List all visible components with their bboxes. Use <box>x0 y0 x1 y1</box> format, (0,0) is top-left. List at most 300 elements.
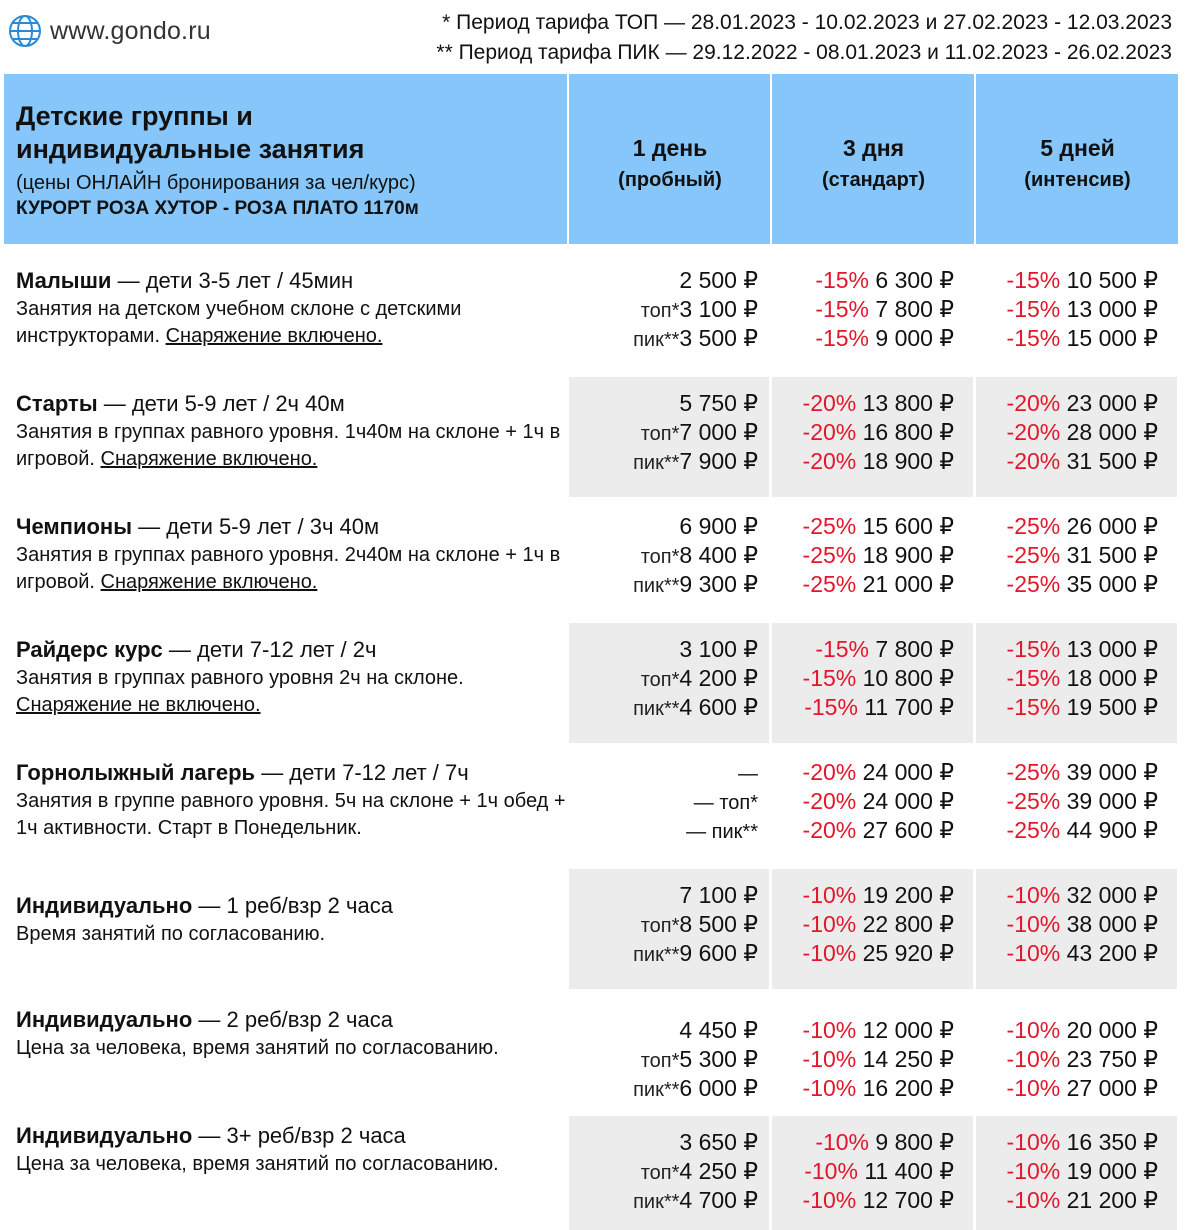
site-link[interactable] <box>8 14 211 48</box>
discount-value: -15% <box>815 267 870 293</box>
discount-value: -10% <box>802 1017 857 1043</box>
price-line <box>976 447 1158 476</box>
price-value: 18 900 ₽ <box>862 448 954 474</box>
price-col-3-days <box>772 758 954 845</box>
price-value: — топ* <box>693 792 758 814</box>
price-line <box>772 1016 954 1045</box>
price-line <box>568 1157 758 1186</box>
price-line <box>772 1045 954 1074</box>
discount-value: -10% <box>802 1075 857 1101</box>
price-value: 39 000 ₽ <box>1066 759 1158 785</box>
price-line <box>976 881 1158 910</box>
discount-value: -10% <box>1006 1187 1061 1213</box>
price-line <box>976 910 1158 939</box>
discount-value: -25% <box>1006 817 1061 843</box>
price-value: 14 250 ₽ <box>862 1046 954 1072</box>
price-line <box>772 541 954 570</box>
table-header <box>4 74 1178 244</box>
price-line <box>976 295 1158 324</box>
price-value: — <box>738 763 758 785</box>
course-description <box>16 390 576 473</box>
tariff-label: пик** <box>633 575 680 597</box>
price-value: 32 000 ₽ <box>1066 882 1158 908</box>
col-header-3-days <box>773 132 974 196</box>
price-value: 15 000 ₽ <box>1066 325 1158 351</box>
price-line <box>568 1074 758 1103</box>
course-name: Чемпионы <box>16 514 133 539</box>
tariff-label: топ* <box>640 1050 680 1072</box>
price-value: 16 350 ₽ <box>1066 1129 1158 1155</box>
price-line <box>976 570 1158 599</box>
price-value: 6 000 ₽ <box>679 1075 758 1101</box>
price-line <box>976 418 1158 447</box>
course-details <box>16 665 576 719</box>
course-name: Малыши <box>16 268 112 293</box>
course-name: Горнолыжный лагерь <box>16 760 256 785</box>
price-line <box>772 787 954 816</box>
discount-value: -25% <box>1006 513 1061 539</box>
price-value: 8 500 ₽ <box>679 911 758 937</box>
discount-value: -15% <box>1006 636 1061 662</box>
table-row <box>0 500 1186 623</box>
price-col-5-days <box>976 1016 1158 1103</box>
page-title <box>16 100 364 166</box>
price-value: 3 500 ₽ <box>679 325 758 351</box>
price-line <box>976 1186 1158 1215</box>
tariff-label: пик** <box>633 698 680 720</box>
price-line <box>772 816 954 845</box>
price-value: 13 000 ₽ <box>1066 296 1158 322</box>
course-meta: — дети 7-12 лет / 2ч <box>162 637 377 662</box>
course-description <box>16 1122 576 1178</box>
course-details-text: Цена за человека, время занятий по согласованию. <box>16 1153 499 1175</box>
table-row <box>0 869 1186 992</box>
price-line <box>772 266 954 295</box>
table-row <box>0 377 1186 500</box>
tariff-label: пик** <box>633 1079 680 1101</box>
course-title <box>16 390 576 418</box>
price-line <box>772 512 954 541</box>
table-row <box>0 746 1186 869</box>
course-title <box>16 513 576 541</box>
price-line <box>772 693 954 722</box>
course-title <box>16 1122 576 1150</box>
price-value: 19 200 ₽ <box>862 882 954 908</box>
price-line <box>568 389 758 418</box>
equipment-note: Снаряжение включено. <box>100 448 318 470</box>
price-value: 22 800 ₽ <box>862 911 954 937</box>
price-line <box>568 1186 758 1215</box>
price-value: — пик** <box>686 821 758 843</box>
price-value: 9 000 ₽ <box>875 325 954 351</box>
price-line <box>976 816 1158 845</box>
title-line-1: Детские группы и <box>16 101 253 131</box>
price-value: 27 000 ₽ <box>1066 1075 1158 1101</box>
price-line <box>976 758 1158 787</box>
course-meta: — 1 реб/взр 2 часа <box>192 893 393 918</box>
price-col-5-days <box>976 1128 1158 1215</box>
price-value: 3 100 ₽ <box>679 636 758 662</box>
price-value: 13 800 ₽ <box>862 390 954 416</box>
course-details-text: Занятия в группах равного уровня. 1ч40м на склоне + 1ч в игровой. <box>16 421 561 470</box>
course-title <box>16 759 576 787</box>
course-name: Райдерс курс <box>16 637 163 662</box>
price-value: 2 500 ₽ <box>679 267 758 293</box>
discount-value: -25% <box>802 542 857 568</box>
course-meta: — 3+ реб/взр 2 часа <box>192 1123 406 1148</box>
price-value: 39 000 ₽ <box>1066 788 1158 814</box>
price-line <box>568 295 758 324</box>
note-peak-period: ** Период тарифа ПИК — 29.12.2022 - 08.01.2023 и 11.02.2023 - 26.02.2023 <box>436 41 1172 64</box>
price-value: 3 100 ₽ <box>679 296 758 322</box>
price-line <box>568 939 758 968</box>
discount-value: -25% <box>802 571 857 597</box>
price-line <box>568 512 758 541</box>
course-meta: — дети 7-12 лет / 7ч <box>255 760 469 785</box>
price-line <box>772 881 954 910</box>
price-line <box>772 1186 954 1215</box>
price-value: 9 600 ₽ <box>679 940 758 966</box>
note-top-period: * Период тарифа ТОП — 28.01.2023 - 10.02.2023 и 27.02.2023 - 12.03.2023 <box>442 11 1172 34</box>
price-line <box>976 512 1158 541</box>
course-meta: — 2 реб/взр 2 часа <box>192 1007 393 1032</box>
price-value: 11 700 ₽ <box>864 694 954 720</box>
price-col-1-day <box>568 1128 758 1215</box>
price-value: 7 800 ₽ <box>875 636 954 662</box>
price-line <box>772 635 954 664</box>
equipment-note: Снаряжение включено. <box>100 571 318 593</box>
tariff-label: пик** <box>633 329 680 351</box>
price-col-3-days <box>772 512 954 599</box>
price-line <box>568 816 758 845</box>
price-value: 35 000 ₽ <box>1066 571 1158 597</box>
price-col-5-days <box>976 758 1158 845</box>
course-name: Индивидуально <box>16 1123 193 1148</box>
price-line <box>568 635 758 664</box>
course-name: Старты <box>16 391 98 416</box>
course-meta: — дети 3-5 лет / 45мин <box>111 268 354 293</box>
price-line <box>772 910 954 939</box>
price-line <box>772 1128 954 1157</box>
discount-value: -10% <box>804 1158 858 1184</box>
price-line <box>568 910 758 939</box>
course-details-text: Цена за человека, время занятий по согласованию. <box>16 1037 499 1059</box>
price-col-3-days <box>772 266 954 353</box>
tariff-label: пик** <box>633 944 680 966</box>
tariff-label: топ* <box>640 669 680 691</box>
table-row <box>0 623 1186 746</box>
site-url: www.gondo.ru <box>50 16 211 45</box>
discount-value: -10% <box>1006 1046 1061 1072</box>
price-value: 3 650 ₽ <box>679 1129 758 1155</box>
col-header-note: (интенсив) <box>1024 169 1131 191</box>
discount-value: -20% <box>802 390 857 416</box>
price-value: 18 900 ₽ <box>862 542 954 568</box>
course-details-text: Занятия в группах равного уровня 2ч на склоне. <box>16 667 464 689</box>
price-value: 20 000 ₽ <box>1066 1017 1158 1043</box>
price-col-5-days <box>976 512 1158 599</box>
discount-value: -25% <box>1006 542 1061 568</box>
price-value: 24 000 ₽ <box>862 759 954 785</box>
course-meta: — дети 5-9 лет / 2ч 40м <box>97 391 345 416</box>
price-value: 16 200 ₽ <box>862 1075 954 1101</box>
price-line <box>772 295 954 324</box>
course-details-text: Занятия в группе равного уровня. 5ч на склоне + 1ч обед + 1ч активности. Старт в Понедельник. <box>16 790 566 839</box>
price-line <box>772 389 954 418</box>
course-details-text: Время занятий по согласованию. <box>16 923 326 945</box>
discount-value: -20% <box>1006 390 1061 416</box>
price-col-3-days <box>772 635 954 722</box>
header-divider <box>770 74 772 244</box>
price-line <box>772 1157 954 1186</box>
col-header-label: 5 дней <box>1040 135 1115 161</box>
course-description <box>16 759 576 842</box>
course-details <box>16 921 576 948</box>
course-title <box>16 636 576 664</box>
discount-value: -15% <box>1006 665 1061 691</box>
course-description <box>16 1006 576 1062</box>
discount-value: -20% <box>802 817 857 843</box>
price-value: 4 450 ₽ <box>679 1017 758 1043</box>
discount-value: -10% <box>802 882 857 908</box>
price-line <box>568 541 758 570</box>
tariff-label: топ* <box>640 1162 680 1184</box>
header-subtitle: (цены ОНЛАЙН бронирования за чел/курс) <box>16 172 416 194</box>
col-header-note: (стандарт) <box>821 169 925 191</box>
price-value: 7 000 ₽ <box>679 419 758 445</box>
price-value: 27 600 ₽ <box>862 817 954 843</box>
price-col-5-days <box>976 389 1158 476</box>
price-value: 23 000 ₽ <box>1066 390 1158 416</box>
discount-value: -25% <box>802 513 857 539</box>
price-value: 25 920 ₽ <box>862 940 954 966</box>
discount-value: -15% <box>1006 267 1061 293</box>
price-value: 44 900 ₽ <box>1066 817 1158 843</box>
price-value: 4 250 ₽ <box>679 1158 758 1184</box>
course-description <box>16 892 576 948</box>
discount-value: -15% <box>1006 296 1061 322</box>
price-line <box>568 758 758 787</box>
price-value: 15 600 ₽ <box>862 513 954 539</box>
price-value: 31 500 ₽ <box>1066 448 1158 474</box>
course-title <box>16 267 576 295</box>
price-line <box>568 1128 758 1157</box>
price-line <box>976 541 1158 570</box>
price-value: 5 300 ₽ <box>679 1046 758 1072</box>
price-value: 16 800 ₽ <box>862 419 954 445</box>
price-line <box>568 664 758 693</box>
price-line <box>976 324 1158 353</box>
discount-value: -15% <box>815 325 870 351</box>
price-line <box>568 881 758 910</box>
discount-value: -10% <box>1006 911 1061 937</box>
price-value: 4 200 ₽ <box>679 665 758 691</box>
price-line <box>568 1016 758 1045</box>
course-title <box>16 1006 576 1034</box>
price-line <box>568 570 758 599</box>
price-line <box>772 664 954 693</box>
price-line <box>976 939 1158 968</box>
course-description <box>16 267 576 350</box>
price-line <box>568 324 758 353</box>
table-row <box>0 1004 1186 1127</box>
price-value: 7 800 ₽ <box>875 296 954 322</box>
price-value: 10 800 ₽ <box>862 665 954 691</box>
price-line <box>976 1128 1158 1157</box>
course-meta: — дети 5-9 лет / 3ч 40м <box>132 514 380 539</box>
price-value: 31 500 ₽ <box>1066 542 1158 568</box>
price-line <box>568 1045 758 1074</box>
price-line <box>772 1074 954 1103</box>
price-col-1-day <box>568 758 758 845</box>
tariff-label: топ* <box>640 546 680 568</box>
discount-value: -10% <box>802 911 857 937</box>
discount-value: -10% <box>1006 1158 1061 1184</box>
course-details-text: Занятия в группах равного уровня. 2ч40м на склоне + 1ч в игровой. <box>16 544 561 593</box>
resort-name: КУРОРТ РОЗА ХУТОР - РОЗА ПЛАТО 1170м <box>16 198 419 219</box>
discount-value: -10% <box>1006 1017 1061 1043</box>
price-line <box>568 418 758 447</box>
price-line <box>772 418 954 447</box>
price-value: 23 750 ₽ <box>1066 1046 1158 1072</box>
price-value: 7 900 ₽ <box>679 448 758 474</box>
discount-value: -20% <box>802 419 857 445</box>
price-col-3-days <box>772 1128 954 1215</box>
price-line <box>976 1157 1158 1186</box>
price-value: 19 000 ₽ <box>1066 1158 1158 1184</box>
tariff-label: пик** <box>633 452 680 474</box>
equipment-note: Снаряжение включено. <box>165 325 383 347</box>
price-value: 6 300 ₽ <box>875 267 954 293</box>
tariff-label: пик** <box>633 1191 680 1213</box>
title-line-2: индивидуальные занятия <box>16 134 365 164</box>
price-value: 12 700 ₽ <box>862 1187 954 1213</box>
table-row <box>0 1116 1186 1230</box>
discount-value: -25% <box>1006 571 1061 597</box>
discount-value: -15% <box>802 665 857 691</box>
tariff-label: топ* <box>640 300 680 322</box>
price-line <box>568 447 758 476</box>
course-details-text: Занятия на детском учебном склоне с детскими инструкторами. <box>16 298 462 347</box>
price-line <box>976 693 1158 722</box>
discount-value: -20% <box>802 788 857 814</box>
col-header-1-day <box>570 132 770 196</box>
course-details <box>16 296 576 350</box>
discount-value: -10% <box>1006 1075 1061 1101</box>
top-bar <box>0 0 1186 72</box>
course-details <box>16 419 576 473</box>
course-details <box>16 1035 576 1062</box>
price-value: 8 400 ₽ <box>679 542 758 568</box>
discount-value: -10% <box>1006 940 1061 966</box>
course-details <box>16 788 576 842</box>
discount-value: -20% <box>1006 448 1061 474</box>
price-value: 9 300 ₽ <box>679 571 758 597</box>
price-line <box>976 635 1158 664</box>
price-col-1-day <box>568 389 758 476</box>
price-line <box>976 1045 1158 1074</box>
price-line <box>772 939 954 968</box>
price-line <box>976 266 1158 295</box>
price-line <box>772 570 954 599</box>
price-value: 10 500 ₽ <box>1066 267 1158 293</box>
discount-value: -10% <box>1006 882 1061 908</box>
price-col-5-days <box>976 881 1158 968</box>
price-line <box>976 389 1158 418</box>
price-col-3-days <box>772 389 954 476</box>
price-value: 9 800 ₽ <box>875 1129 954 1155</box>
price-col-1-day <box>568 512 758 599</box>
price-line <box>568 787 758 816</box>
discount-value: -10% <box>802 940 857 966</box>
price-line <box>568 693 758 722</box>
course-description <box>16 513 576 596</box>
equipment-note: Снаряжение не включено. <box>16 694 261 716</box>
price-value: 24 000 ₽ <box>862 788 954 814</box>
discount-value: -20% <box>1006 419 1061 445</box>
price-value: 19 500 ₽ <box>1066 694 1158 720</box>
col-header-5-days <box>977 132 1178 196</box>
price-col-1-day <box>568 1016 758 1103</box>
price-value: 43 200 ₽ <box>1066 940 1158 966</box>
course-title <box>16 892 576 920</box>
course-details <box>16 1151 576 1178</box>
table-row <box>0 254 1186 377</box>
price-value: 38 000 ₽ <box>1066 911 1158 937</box>
tariff-notes <box>436 8 1172 68</box>
tariff-label: топ* <box>640 915 680 937</box>
discount-value: -15% <box>815 636 870 662</box>
course-details <box>16 542 576 596</box>
price-value: 4 700 ₽ <box>679 1187 758 1213</box>
price-line <box>976 664 1158 693</box>
course-name: Индивидуально <box>16 1007 193 1032</box>
price-line <box>976 787 1158 816</box>
discount-value: -20% <box>802 448 857 474</box>
globe-icon <box>8 14 42 48</box>
price-value: 21 200 ₽ <box>1066 1187 1158 1213</box>
tariff-label: топ* <box>640 423 680 445</box>
price-col-3-days <box>772 1016 954 1103</box>
price-col-5-days <box>976 266 1158 353</box>
price-value: 12 000 ₽ <box>862 1017 954 1043</box>
header-divider <box>567 74 569 244</box>
price-col-3-days <box>772 881 954 968</box>
discount-value: -25% <box>1006 759 1061 785</box>
discount-value: -25% <box>1006 788 1061 814</box>
price-col-1-day <box>568 266 758 353</box>
discount-value: -15% <box>804 694 858 720</box>
col-header-note: (пробный) <box>618 169 722 191</box>
price-col-1-day <box>568 635 758 722</box>
price-line <box>976 1016 1158 1045</box>
price-value: 5 750 ₽ <box>679 390 758 416</box>
price-line <box>772 324 954 353</box>
discount-value: -10% <box>1006 1129 1061 1155</box>
price-line <box>772 758 954 787</box>
col-header-label: 3 дня <box>842 135 905 161</box>
header-divider <box>974 74 976 244</box>
price-value: 26 000 ₽ <box>1066 513 1158 539</box>
price-value: 11 400 ₽ <box>864 1158 954 1184</box>
price-line <box>568 266 758 295</box>
price-line <box>772 447 954 476</box>
col-header-label: 1 день <box>632 135 708 161</box>
discount-value: -10% <box>815 1129 870 1155</box>
discount-value: -15% <box>1006 694 1061 720</box>
price-value: 18 000 ₽ <box>1066 665 1158 691</box>
price-value: 4 600 ₽ <box>679 694 758 720</box>
